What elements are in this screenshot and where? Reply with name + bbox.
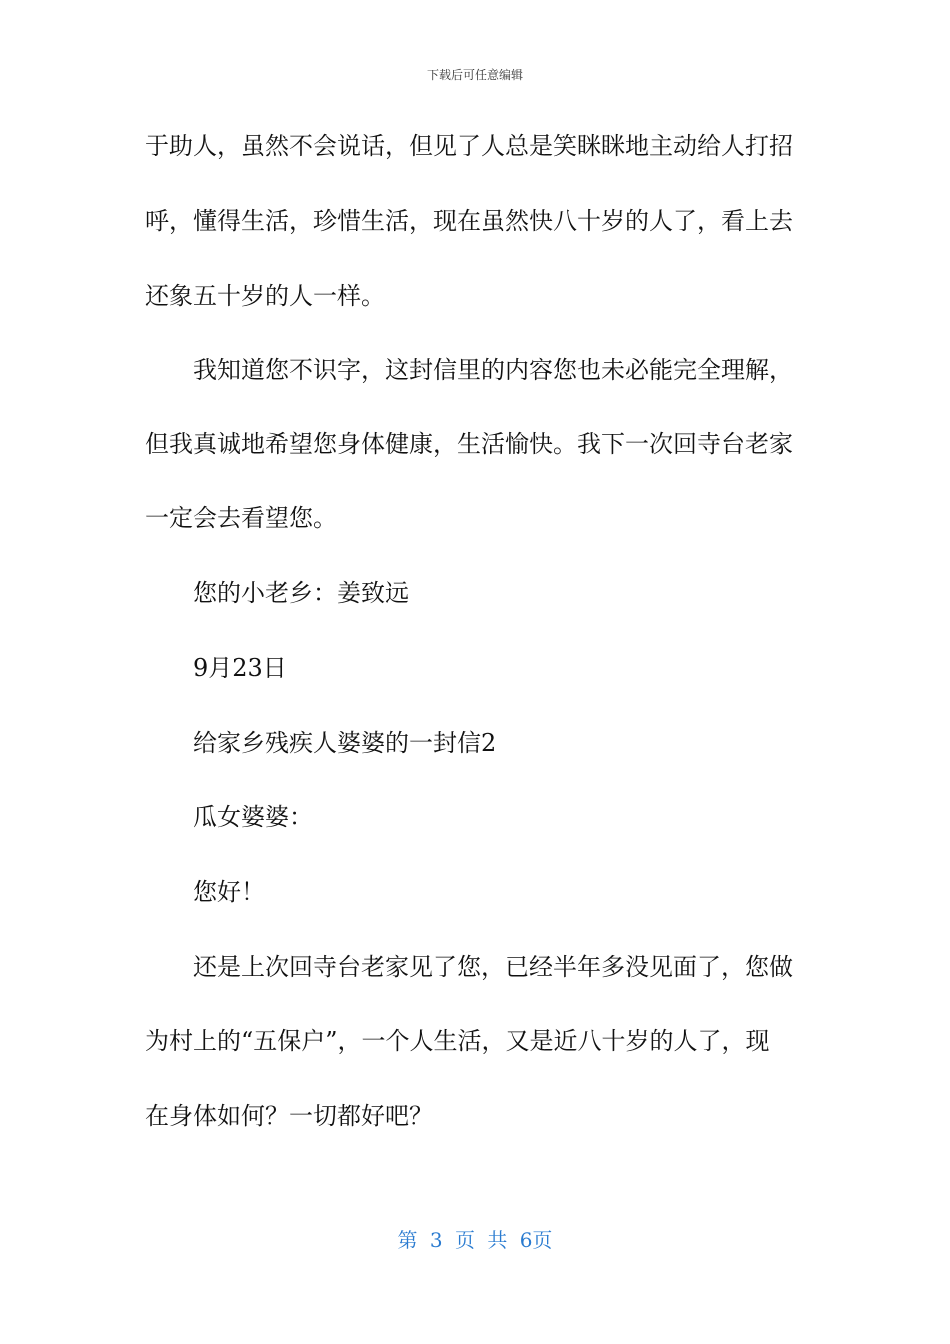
page-number-footer: 第 3 页 共 6页	[397, 1228, 553, 1252]
body-line-1: 于助人，虽然不会说话，但见了人总是笑眯眯地主动给人打招	[145, 132, 793, 160]
body-line-4: 我知道您不识字，这封信里的内容您也未必能完全理解，	[193, 356, 793, 384]
body-line-13: 为村上的“五保户”，一个人生活，又是近八十岁的人了，现	[145, 1027, 770, 1055]
greeting-line: 您好！	[193, 878, 265, 906]
body-line-14: 在身体如何？一切都好吧？	[145, 1102, 433, 1130]
body-line-6: 一定会去看望您。	[145, 504, 337, 532]
page-header-note: 下载后可任意编辑	[426, 68, 523, 82]
body-line-12: 还是上次回寺台老家见了您，已经半年多没见面了，您做	[193, 953, 793, 981]
date-line: 9月23日	[193, 654, 287, 682]
body-line-2: 呼，懂得生活，珍惜生活，现在虽然快八十岁的人了，看上去	[145, 207, 793, 235]
body-line-5: 但我真诚地希望您身体健康，生活愉快。我下一次回寺台老家	[145, 430, 793, 458]
letter-title: 给家乡残疾人婆婆的一封信2	[193, 729, 497, 757]
signature-line: 您的小老乡：姜致远	[193, 579, 409, 607]
salutation-line: 瓜女婆婆：	[193, 803, 313, 831]
body-line-3: 还象五十岁的人一样。	[145, 282, 385, 310]
